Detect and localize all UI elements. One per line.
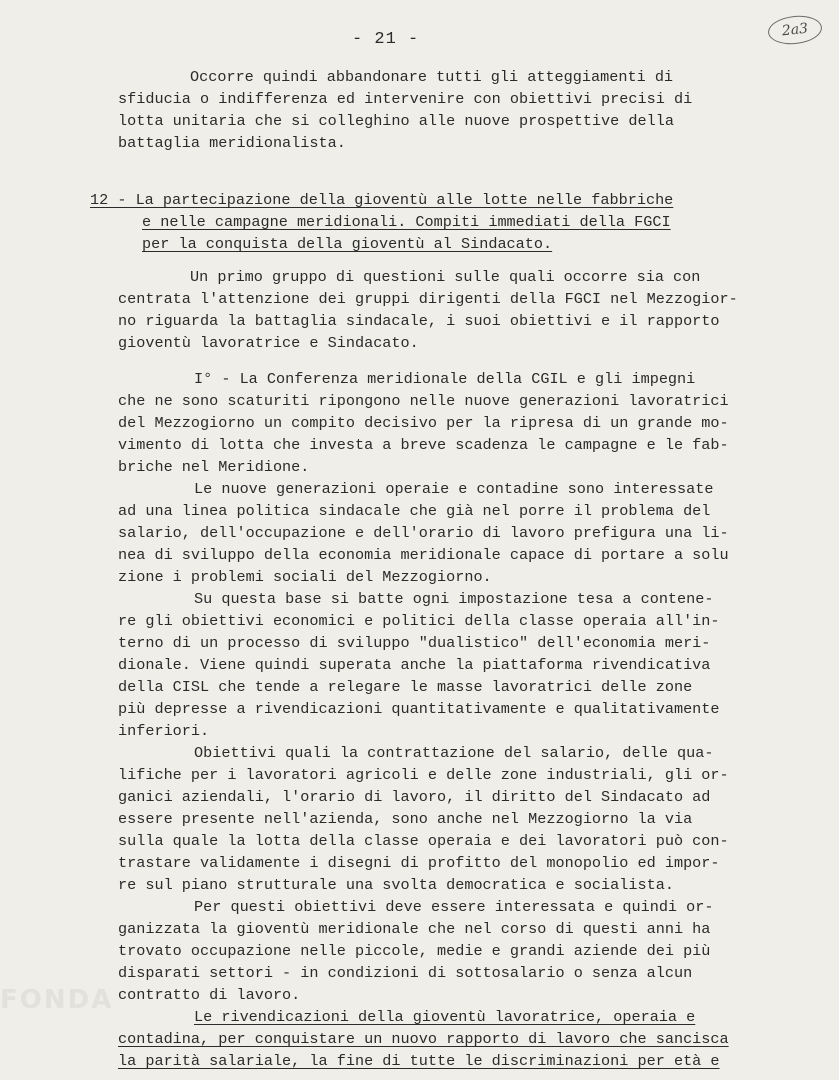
text-line: lifiche per i lavoratori agricoli e delle zone industriali, gli or- xyxy=(118,766,729,784)
text-line: terno di un processo di sviluppo "dualistico" dell'economia meri- xyxy=(118,634,711,652)
text-line: del Mezzogiorno un compito decisivo per la ripresa di un grande mo- xyxy=(118,414,729,432)
underlined-text-line: 12 - La partecipazione della gioventù alle lotte nelle fabbriche xyxy=(90,191,674,209)
text-line: ganici aziendali, l'orario di lavoro, il diritto del Sindacato ad xyxy=(118,788,711,806)
text-line: no riguarda la battaglia sindacale, i suoi obiettivi e il rapporto xyxy=(118,312,720,330)
text-line: Occorre quindi abbandonare tutti gli atteggiamenti di xyxy=(190,68,674,86)
underlined-text-line: la parità salariale, la fine di tutte le discriminazioni per età e xyxy=(118,1052,720,1070)
text-line: trastare validamente i disegni di profitto del monopolio ed impor- xyxy=(118,854,720,872)
text-line: sulla quale la lotta della classe operaia e dei lavoratori può con- xyxy=(118,832,729,850)
text-line: centrata l'attenzione dei gruppi dirigenti della FGCI nel Mezzogior- xyxy=(118,290,738,308)
text-line: salario, dell'occupazione e dell'orario di lavoro prefigura una li- xyxy=(118,524,729,542)
text-line: zione i problemi sociali del Mezzogiorno. xyxy=(118,568,492,586)
text-line: briche nel Meridione. xyxy=(118,458,310,476)
text-line: re sul piano strutturale una svolta democratica e socialista. xyxy=(118,876,674,894)
text-line: Un primo gruppo di questioni sulle quali occorre sia con xyxy=(190,268,701,286)
underlined-text-line: contadina, per conquistare un nuovo rapporto di lavoro che sancisca xyxy=(118,1030,729,1048)
text-line: Su questa base si batte ogni impostazione tesa a contene- xyxy=(194,590,714,608)
text-line: re gli obiettivi economici e politici della classe operaia all'in- xyxy=(118,612,720,630)
text-line: che ne sono scaturiti ripongono nelle nuove generazioni lavoratrici xyxy=(118,392,729,410)
archive-watermark: FONDA xyxy=(0,985,114,1015)
text-line: contratto di lavoro. xyxy=(118,986,301,1004)
text-line: vimento di lotta che investa a breve scadenza le campagne e le fab- xyxy=(118,436,729,454)
text-line: essere presente nell'azienda, sono anche nel Mezzogiorno la via xyxy=(118,810,693,828)
text-line: inferiori. xyxy=(118,722,210,740)
text-line: battaglia meridionalista. xyxy=(118,134,346,152)
text-line: ad una linea politica sindacale che già nel porre il problema del xyxy=(118,502,711,520)
text-line: gioventù lavoratrice e Sindacato. xyxy=(118,334,419,352)
text-line: lotta unitaria che si colleghino alle nuove prospettive della xyxy=(118,112,674,130)
underlined-text-line: e nelle campagne meridionali. Compiti immediati della FGCI xyxy=(142,213,671,231)
page-number: - 21 - xyxy=(352,30,420,49)
text-line: ganizzata la gioventù meridionale che nel corso di questi anni ha xyxy=(118,920,711,938)
text-line: Obiettivi quali la contrattazione del salario, delle qua- xyxy=(194,744,714,762)
text-line: più depresse a rivendicazioni quantitativamente e qualitativamente xyxy=(118,700,720,718)
underlined-text-line: per la conquista della gioventù al Sindacato. xyxy=(142,235,553,253)
text-line: nea di sviluppo della economia meridionale capace di portare a solu xyxy=(118,546,729,564)
text-line: disparati settori - in condizioni di sottosalario o senza alcun xyxy=(118,964,693,982)
text-line: Le nuove generazioni operaie e contadine sono interessate xyxy=(194,480,714,498)
text-line: Per questi obiettivi deve essere interessata e quindi or- xyxy=(194,898,714,916)
text-line: dionale. Viene quindi superata anche la piattaforma rivendicativa xyxy=(118,656,711,674)
text-line: trovato occupazione nelle piccole, medie e grandi aziende dei più xyxy=(118,942,711,960)
archive-stamp: 2a3 xyxy=(767,13,824,46)
underlined-text-line: Le rivendicazioni della gioventù lavoratrice, operaia e xyxy=(194,1008,696,1026)
text-line: I° - La Conferenza meridionale della CGIL e gli impegni xyxy=(194,370,696,388)
text-line: della CISL che tende a relegare le masse lavoratrici delle zone xyxy=(118,678,693,696)
text-line: sfiducia o indifferenza ed intervenire con obiettivi precisi di xyxy=(118,90,693,108)
